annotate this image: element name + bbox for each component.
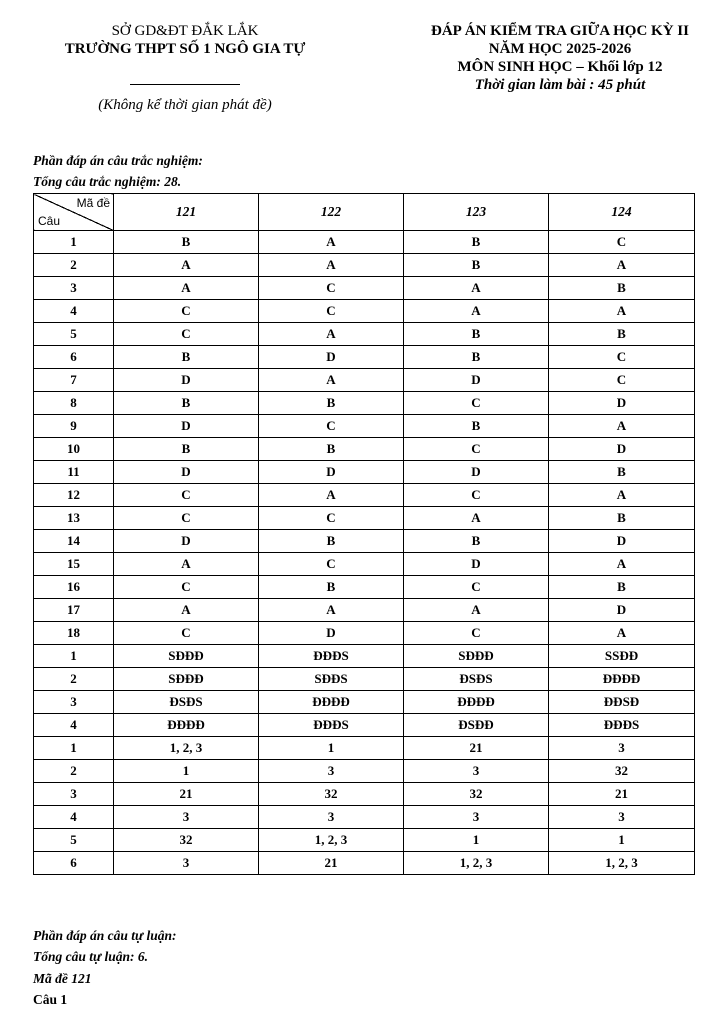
table-header-row [34,194,695,231]
question-number-cell: 12 [34,484,114,507]
time-note: (Không kể thời gian phát đề) [98,97,272,113]
answer-cell: 1 [259,737,404,760]
answer-cell: A [259,599,404,622]
table-row [34,484,695,507]
answer-cell: 32 [549,760,695,783]
exam-code-header: 121 [114,194,259,231]
table-row [34,369,695,392]
question-number-cell: 4 [34,714,114,737]
question-number-cell: 4 [34,806,114,829]
answer-cell: C [259,277,404,300]
answer-cell: ĐĐĐĐ [404,691,549,714]
answer-cell: 1 [404,829,549,852]
answer-cell: SĐĐĐ [114,645,259,668]
answer-cell: C [549,231,695,254]
exam-code-header: 122 [259,194,404,231]
answer-cell: SĐĐĐ [114,668,259,691]
question-number-cell: 14 [34,530,114,553]
school-year: NĂM HỌC 2025-2026 [488,41,632,57]
answer-cell: ĐSĐS [404,668,549,691]
exam-header [405,22,715,94]
answer-cell: C [259,300,404,323]
question-number-cell: 11 [34,461,114,484]
answer-cell: C [114,300,259,323]
table-row [34,714,695,737]
question-number-cell: 3 [34,277,114,300]
answer-cell: B [259,438,404,461]
answer-cell: ĐĐĐĐ [259,691,404,714]
answer-cell: SĐĐĐ [404,645,549,668]
answer-cell: B [549,277,695,300]
answer-cell: B [404,254,549,277]
subject-grade: MÔN SINH HỌC – Khối lớp 12 [457,59,663,75]
question-number-cell: 5 [34,323,114,346]
question-number-cell: 8 [34,392,114,415]
answer-cell: ĐĐĐĐ [114,714,259,737]
table-row [34,392,695,415]
answer-cell: 21 [549,783,695,806]
answer-cell: D [549,438,695,461]
answer-cell: C [259,553,404,576]
corner-code-label: Mã đề [76,196,110,210]
answer-cell: D [404,461,549,484]
school-header [30,22,340,114]
answer-cell: 1, 2, 3 [259,829,404,852]
answer-cell: C [259,415,404,438]
answer-cell: 32 [259,783,404,806]
answer-cell: D [549,599,695,622]
answer-cell: 32 [114,829,259,852]
answer-cell: A [549,415,695,438]
answer-cell: D [549,392,695,415]
answer-cell: 3 [259,806,404,829]
answer-cell: C [114,323,259,346]
answer-cell: A [259,484,404,507]
question-number-cell: 6 [34,852,114,875]
answer-cell: 3 [404,760,549,783]
answer-cell: C [404,438,549,461]
essay-section-total: Tổng câu tự luận: 6. [33,949,148,964]
answer-cell: 32 [404,783,549,806]
answer-cell: C [549,346,695,369]
table-row [34,254,695,277]
answer-cell: A [114,254,259,277]
answer-cell: ĐSĐĐ [404,714,549,737]
answer-cell: 1, 2, 3 [114,737,259,760]
answer-cell: A [259,323,404,346]
exam-title: ĐÁP ÁN KIỂM TRA GIỮA HỌC KỲ II [431,23,689,39]
answer-cell: C [114,507,259,530]
answer-cell: C [259,507,404,530]
answer-cell: D [114,461,259,484]
answer-cell: ĐĐĐS [259,714,404,737]
answer-cell: A [114,599,259,622]
answer-cell: C [114,484,259,507]
answer-cell: 3 [114,806,259,829]
answer-cell: C [404,622,549,645]
answer-cell: B [404,346,549,369]
answer-cell: D [259,622,404,645]
question-number-cell: 2 [34,254,114,277]
corner-question-label: Câu [38,214,61,228]
answer-cell: 3 [114,852,259,875]
answer-cell: 3 [549,737,695,760]
exam-duration: Thời gian làm bài : 45 phút [474,77,646,93]
table-row [34,599,695,622]
department-name: SỞ GD&ĐT ĐẮK LẮK [111,23,259,39]
answer-cell: C [549,369,695,392]
answer-cell: B [549,507,695,530]
answer-cell: ĐĐSĐ [549,691,695,714]
answer-cell: C [404,484,549,507]
answer-cell: B [114,438,259,461]
answer-cell: B [404,231,549,254]
question-number-cell: 1 [34,645,114,668]
table-row [34,438,695,461]
essay-section-title: Phần đáp án câu tự luận: [33,928,177,943]
answer-cell: D [114,530,259,553]
answer-cell: ĐĐĐS [549,714,695,737]
table-row [34,668,695,691]
question-number-cell: 6 [34,346,114,369]
answer-cell: B [259,576,404,599]
essay-question-label: Câu 1 [33,992,68,1007]
table-row [34,461,695,484]
school-name: TRƯỜNG THPT SỐ 1 NGÔ GIA TỰ [64,41,306,57]
answer-cell: B [114,231,259,254]
exam-code-header: 124 [549,194,695,231]
mc-section-title: Phần đáp án câu trắc nghiệm: [33,153,203,168]
table-corner-cell [34,194,114,231]
table-row [34,415,695,438]
table-row [34,760,695,783]
answer-cell: B [259,392,404,415]
question-number-cell: 15 [34,553,114,576]
answer-cell: 3 [259,760,404,783]
answer-cell: A [549,254,695,277]
answer-cell: 1 [114,760,259,783]
answer-cell: B [404,415,549,438]
answer-cell: B [114,392,259,415]
table-row [34,783,695,806]
answer-cell: 1, 2, 3 [404,852,549,875]
answer-cell: A [404,277,549,300]
table-row [34,231,695,254]
answer-cell: A [549,300,695,323]
question-number-cell: 3 [34,783,114,806]
table-row [34,829,695,852]
answer-cell: D [404,369,549,392]
mc-section-total: Tổng câu trắc nghiệm: 28. [33,174,182,189]
table-row [34,346,695,369]
answer-cell: 21 [259,852,404,875]
table-row [34,553,695,576]
answer-cell: C [114,576,259,599]
question-number-cell: 17 [34,599,114,622]
answer-cell: C [404,392,549,415]
answer-cell: A [549,553,695,576]
answer-cell: 1 [549,829,695,852]
answer-cell: D [114,415,259,438]
answer-cell: C [114,622,259,645]
answer-cell: SĐĐS [259,668,404,691]
answer-cell: B [404,323,549,346]
answer-cell: 3 [404,806,549,829]
answer-cell: A [259,369,404,392]
answer-cell: A [404,507,549,530]
question-number-cell: 16 [34,576,114,599]
table-row [34,806,695,829]
essay-exam-code: Mã đề 121 [33,971,92,986]
answer-cell: SSĐĐ [549,645,695,668]
answer-cell: A [259,254,404,277]
answer-cell: A [549,484,695,507]
answer-table-body [34,231,695,875]
question-number-cell: 9 [34,415,114,438]
answer-cell: A [404,599,549,622]
answer-cell: A [404,300,549,323]
answer-cell: 21 [404,737,549,760]
table-row [34,576,695,599]
answer-cell: ĐSĐS [114,691,259,714]
answer-table [33,193,695,875]
question-number-cell: 3 [34,691,114,714]
header-divider [130,84,240,85]
answer-cell: 3 [549,806,695,829]
table-row [34,300,695,323]
answer-cell: A [114,553,259,576]
question-number-cell: 1 [34,231,114,254]
table-row [34,530,695,553]
answer-cell: D [114,369,259,392]
table-row [34,645,695,668]
answer-cell: A [114,277,259,300]
answer-cell: ĐĐĐĐ [549,668,695,691]
table-row [34,852,695,875]
question-number-cell: 1 [34,737,114,760]
question-number-cell: 13 [34,507,114,530]
answer-cell: B [404,530,549,553]
answer-cell: D [549,530,695,553]
answer-cell: A [549,622,695,645]
answer-cell: D [259,461,404,484]
answer-cell: B [114,346,259,369]
answer-cell: A [259,231,404,254]
answer-cell: 1, 2, 3 [549,852,695,875]
answer-cell: D [259,346,404,369]
answer-cell: B [549,576,695,599]
table-row [34,323,695,346]
question-number-cell: 18 [34,622,114,645]
table-row [34,622,695,645]
question-number-cell: 5 [34,829,114,852]
question-number-cell: 7 [34,369,114,392]
answer-cell: B [549,461,695,484]
question-number-cell: 4 [34,300,114,323]
question-number-cell: 10 [34,438,114,461]
answer-cell: B [549,323,695,346]
question-number-cell: 2 [34,668,114,691]
table-row [34,277,695,300]
answer-cell: C [404,576,549,599]
table-row [34,691,695,714]
answer-cell: D [404,553,549,576]
question-number-cell: 2 [34,760,114,783]
answer-cell: ĐĐĐS [259,645,404,668]
answer-cell: B [259,530,404,553]
table-row [34,737,695,760]
exam-code-header: 123 [404,194,549,231]
answer-cell: 21 [114,783,259,806]
table-row [34,507,695,530]
